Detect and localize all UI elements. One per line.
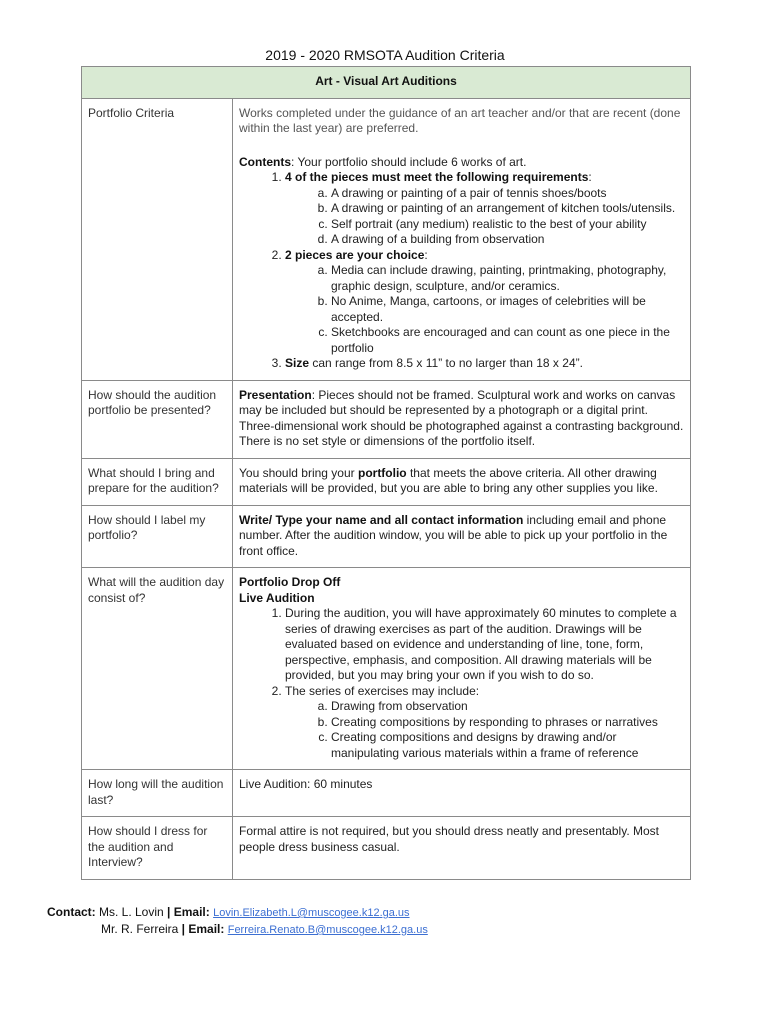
table-row-duration (82, 770, 691, 817)
question-cell: What should I bring and prepare for the audition? (82, 458, 233, 505)
question-cell: How should I dress for the audition and Interview? (82, 817, 233, 880)
list-item: 2. The series of exercises may include: a. Drawing from observation b. Creating compositions by responding to phrases or narratives c. Creating compositions and designs by drawing and/or manipulating various materials within a frame of reference (285, 684, 684, 762)
list-item: b. Creating compositions by responding to phrases or narratives (331, 715, 684, 731)
answer-cell (233, 98, 691, 380)
list-item: c. Self portrait (any medium) realistic to the best of your ability (331, 217, 684, 233)
table-row-audition-day (82, 568, 691, 770)
question-cell: What will the audition day consist of? (82, 568, 233, 770)
question-cell: How long will the audition last? (82, 770, 233, 817)
contact-line-2: Mr. R. Ferreira | Email: Ferreira.Renato.B@muscogee.k12.ga.us (101, 922, 428, 936)
answer-cell: Formal attire is not required, but you should dress neatly and presentably. Most people dress business casual. (233, 817, 691, 880)
list-item: b. A drawing or painting of an arrangement of kitchen tools/utensils. (331, 201, 684, 217)
list-item: 2. 2 pieces are your choice: a. Media can include drawing, painting, printmaking, photography, graphic design, sculpture, and/or ceramics. b. No Anime, Manga, cartoons, or images of celebrities will be accepted. c. Sketchbooks are encouraged and can count as one piece in the portfolio (285, 248, 684, 357)
contents-list (239, 170, 684, 372)
list-item: d. A drawing of a building from observation (331, 232, 684, 248)
list-item: 3. Size can range from 8.5 x 11” to no larger than 18 x 24”. (285, 356, 684, 372)
table-header-row (82, 67, 691, 99)
table-row-label (82, 505, 691, 568)
list-item: 1. During the audition, you will have approximately 60 minutes to complete a series of drawing exercises as part of the audition. Drawings will be evaluated based on evidence and understanding of line, tone, form, perspective, emphasis, and composition. All drawing materials will be provided, but you may bring your own if you wish to do so. (285, 606, 684, 684)
answer-cell: Presentation: Pieces should not be framed. Sculptural work and works on canvas may be included but should be represented by a photograph or a digital print. Three-dimensional work should be photographed against a contrasting background. There is no set style or dimensions of the portfolio itself. (233, 380, 691, 458)
contents-line: Contents: Your portfolio should include 6 works of art. (239, 154, 527, 169)
sub-list (285, 263, 684, 356)
question-cell: How should the audition portfolio be presented? (82, 380, 233, 458)
answer-cell: You should bring your portfolio that meets the above criteria. All other drawing materials will be provided, but you are able to bring any other supplies you like. (233, 458, 691, 505)
table-row-bring (82, 458, 691, 505)
page-title: 2019 - 2020 RMSOTA Audition Criteria (265, 47, 505, 63)
portfolio-intro: Works completed under the guidance of an art teacher and/or that are recent (done within the last year) are preferred. (239, 105, 681, 135)
list-item: c. Sketchbooks are encouraged and can count as one piece in the portfolio (331, 325, 684, 356)
sub-list (285, 699, 684, 761)
list-item: a. Drawing from observation (331, 699, 684, 715)
answer-cell: Write/ Type your name and all contact information including email and phone number. After the audition window, you will be able to pick up your portfolio in the front office. (233, 505, 691, 568)
list-item: a. Media can include drawing, painting, printmaking, photography, graphic design, sculpture, and/or ceramics. (331, 263, 684, 294)
contact-line-1: Contact: Ms. L. Lovin | Email: Lovin.Elizabeth.L@muscogee.k12.ga.us (47, 905, 410, 919)
table-row-dress (82, 817, 691, 880)
answer-cell (233, 568, 691, 770)
answer-cell: Live Audition: 60 minutes (233, 770, 691, 817)
list-item: b. No Anime, Manga, cartoons, or images of celebrities will be accepted. (331, 294, 684, 325)
list-item: c. Creating compositions and designs by drawing and/or manipulating various materials within a frame of reference (331, 730, 684, 761)
table-row-portfolio-criteria (82, 98, 691, 380)
email-link-lovin[interactable]: Lovin.Elizabeth.L@muscogee.k12.ga.us (213, 907, 410, 919)
table-row-presentation (82, 380, 691, 458)
live-audition-heading: Live Audition (239, 590, 315, 605)
list-item: 1. 4 of the pieces must meet the following requirements: a. A drawing or painting of a pair of tennis shoes/boots b. A drawing or painting of an arrangement of kitchen tools/utensils. c. Self portrait (any medium) realistic to the best of your ability d. A drawing of a building from observation (285, 170, 684, 248)
list-item: a. A drawing or painting of a pair of tennis shoes/boots (331, 186, 684, 202)
audition-list (239, 606, 684, 761)
criteria-table (81, 66, 691, 880)
question-cell: How should I label my portfolio? (82, 505, 233, 568)
portfolio-drop-off: Portfolio Drop Off (239, 575, 341, 589)
sub-list (285, 186, 684, 248)
table-header: Art - Visual Art Auditions (82, 67, 691, 99)
email-link-ferreira[interactable]: Ferreira.Renato.B@muscogee.k12.ga.us (227, 924, 428, 936)
question-cell: Portfolio Criteria (82, 98, 233, 380)
